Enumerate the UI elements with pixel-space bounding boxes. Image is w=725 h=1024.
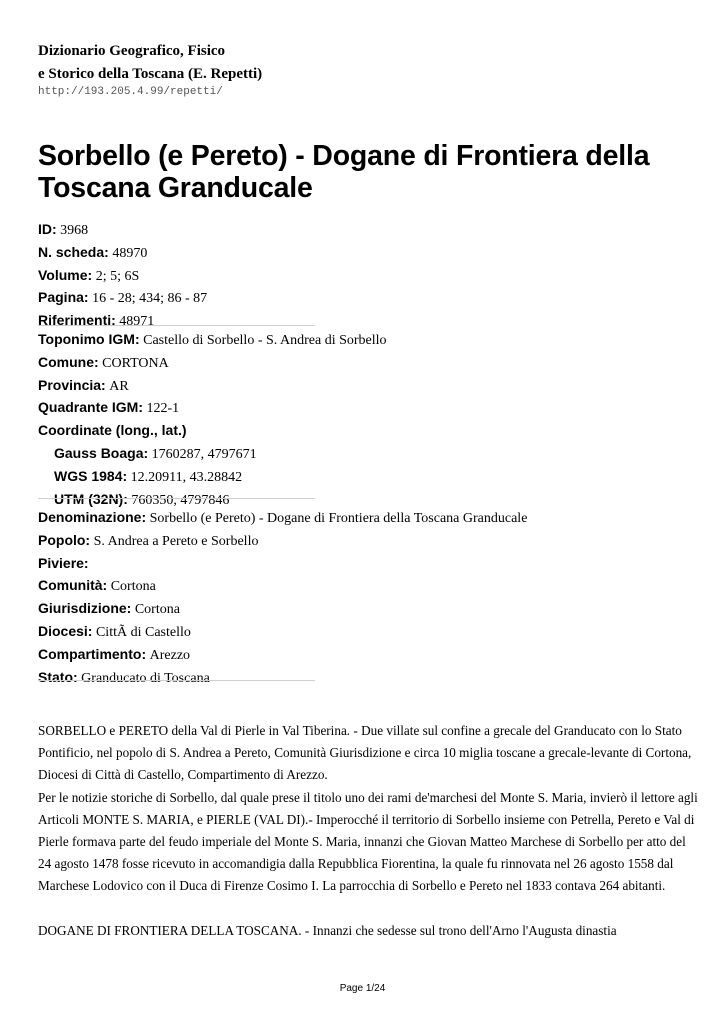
- field-value: Cortona: [110, 579, 156, 595]
- field-label: Compartimento:: [38, 645, 147, 662]
- field-provincia: [38, 375, 387, 398]
- field-value: 16 - 28; 434; 86 - 87: [92, 291, 208, 307]
- section-divider: [38, 680, 315, 681]
- field-value: Cortona: [134, 602, 180, 618]
- field-value: 760350, 4797846: [131, 492, 230, 508]
- field-gauss-boaga: [38, 443, 387, 466]
- document-header: [38, 40, 262, 99]
- field-comunita: [38, 575, 527, 598]
- field-value: 1760287, 4797671: [151, 446, 257, 462]
- body-paragraph: SORBELLO e PERETO della Val di Pierle in Val Tiberina. - Due villate sul confine a grecale del Granducato con lo Stato Pontificio, nel popolo di S. Andrea a Pereto, Comunità Giurisdizione e circa 10 miglia toscane a grecale-levante di Cortona, Diocesi di Città di Castello, Compartimento di Arezzo.: [38, 723, 692, 783]
- field-value: Castello di Sorbello - S. Andrea di Sorbello: [143, 333, 387, 348]
- field-volume: [38, 265, 207, 288]
- field-label: Diocesi:: [38, 622, 93, 639]
- field-label: Stato:: [38, 668, 78, 685]
- field-value: 3968: [60, 223, 89, 238]
- field-label: Pagina:: [38, 289, 89, 306]
- field-value: AR: [109, 378, 129, 394]
- field-value: Arezzo: [149, 647, 191, 663]
- dictionary-title-line-1: Dizionario Geografico, Fisico: [38, 43, 226, 59]
- field-label: Volume:: [38, 266, 93, 283]
- field-label: Coordinate (long., lat.): [38, 422, 187, 439]
- field-label: Piviere:: [38, 554, 89, 571]
- field-popolo: [38, 530, 527, 553]
- source-url[interactable]: http://193.205.4.99/repetti/: [38, 86, 223, 98]
- field-comune: [38, 352, 387, 375]
- field-value: 122-1: [146, 401, 180, 417]
- field-label: WGS 1984:: [54, 467, 128, 484]
- body-paragraph: DOGANE DI FRONTIERA DELLA TOSCANA. - Innanzi che sedesse sul trono dell'Arno l'Augusta dinastia: [38, 922, 617, 938]
- field-label: Giurisdizione:: [38, 600, 132, 617]
- field-giurisdizione: [38, 598, 527, 621]
- field-label: Quadrante IGM:: [38, 399, 144, 416]
- field-piviere: [38, 553, 527, 576]
- field-label: Toponimo IGM:: [38, 331, 140, 347]
- field-value: 12.20911, 43.28842: [130, 469, 243, 485]
- field-label: Denominazione:: [38, 509, 147, 525]
- field-value: Granducato di Toscana: [81, 670, 210, 686]
- field-label: Popolo:: [38, 531, 91, 548]
- field-value: CORTONA: [102, 355, 169, 371]
- field-label: N. scheda:: [38, 243, 109, 260]
- field-label: Gauss Boaga:: [54, 444, 149, 461]
- field-value: 2; 5; 6S: [95, 268, 140, 284]
- field-label: UTM (32N):: [54, 490, 128, 507]
- field-toponimo: [38, 329, 387, 352]
- field-label: Riferimenti:: [38, 312, 116, 329]
- field-label: Comunità:: [38, 577, 108, 594]
- field-value: 48970: [112, 245, 148, 261]
- field-scheda: [38, 242, 207, 265]
- field-value: 48971: [119, 314, 155, 330]
- field-denominazione: [38, 507, 527, 530]
- field-value: CittÃ di Castello: [95, 624, 191, 640]
- field-pagina: [38, 287, 207, 310]
- field-coordinate-heading: [38, 420, 387, 443]
- page-number: Page 1/24: [339, 983, 386, 994]
- section-divider: [38, 498, 315, 499]
- field-stato: [38, 667, 527, 690]
- field-wgs-1984: [38, 466, 387, 489]
- field-value: S. Andrea a Pereto e Sorbello: [93, 533, 259, 549]
- field-label: Provincia:: [38, 376, 106, 393]
- administrative-info-block: [38, 507, 527, 689]
- field-value: Sorbello (e Pereto) - Dogane di Frontiera della Toscana Granducale: [149, 511, 528, 526]
- body-paragraph: Per le notizie storiche di Sorbello, dal quale prese il titolo uno dei rami de'marchesi del Monte S. Maria, invierò il lettore agli Articoli MONTE S. MARIA, e PIERLE (VAL DI).- Imperocché il territorio di Sorbello insieme con Petrella, Pereto e Val di Pierle formava parte del feudo imperiale del Monte S. Maria, innanzi che Giovan Matteo Marchese di Sorbello per atto del 24 agosto 1478 fosse ricevuto in accomandigia dalla Repubblica Fiorentina, la quale fu rinnovata nel 26 agosto 1558 dal Marchese Lodovico con il Duca di Firenze Cosimo I. La parrocchia di Sorbello e Pereto nel 1833 contava 264 abitanti.: [38, 789, 698, 894]
- field-diocesi: [38, 621, 527, 644]
- field-quadrante: [38, 397, 387, 420]
- field-label: ID:: [38, 221, 57, 237]
- location-info-block: [38, 329, 387, 511]
- dictionary-title-line-2: e Storico della Toscana (E. Repetti): [38, 66, 263, 82]
- entry-body-text: [38, 720, 698, 942]
- field-label: Comune:: [38, 353, 99, 370]
- field-compartimento: [38, 644, 527, 667]
- section-divider: [38, 325, 315, 326]
- record-info-block: [38, 219, 207, 333]
- field-id: [38, 219, 207, 242]
- page-title: Sorbello (e Pereto) - Dogane di Frontiera della Toscana Granducale: [38, 140, 650, 204]
